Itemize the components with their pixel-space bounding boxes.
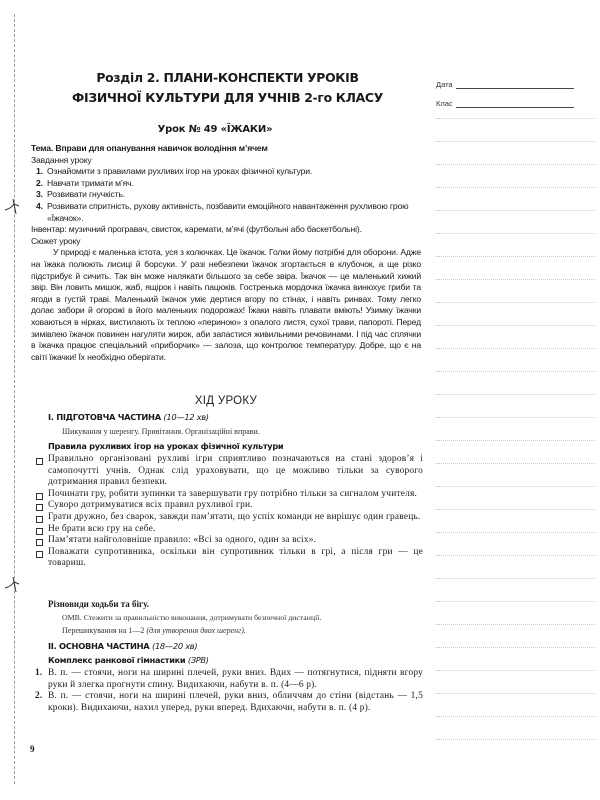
complex-abbr: (ЗРВ) (187, 655, 209, 665)
note-line (436, 302, 596, 303)
scissors-icon (2, 196, 24, 218)
date-field[interactable] (436, 70, 586, 89)
exercise-item: 1. В. п. — стоячи, ноги на ширині плечей, руки вниз. Вдих — потягнутися, підняти вгору руки й злегка прогнути спину. Видихаючи, набути в. п. (4—6 р). (35, 668, 423, 690)
lesson-topic: Тема. Вправи для опанування навичок володіння м’ячем (31, 143, 268, 153)
class-field[interactable] (436, 89, 586, 108)
part1-title: І. ПІДГОТОВЧА ЧАСТИНА (10—12 хв) (48, 412, 209, 422)
exercise-item: 2. В. п. — стоячи, ноги на ширині плечей, руки вниз, обличчям до стіни (відстань — 1,5 кроки). Видихаючи, нахил уперед, руки вперед. Вдихаючи, набути в. п. (4 р). (35, 691, 423, 713)
note-line (436, 233, 596, 234)
bullet-square-icon (36, 551, 43, 558)
note-line (436, 624, 596, 625)
note-line (436, 141, 596, 142)
omv-note: ОМВ. Стежити за правильністю виконання, дотримувати безпечної дистанції. (62, 613, 322, 622)
story-heading: Сюжет уроку (31, 235, 81, 246)
note-line (436, 555, 596, 556)
rule-item: Правильно організовані рухливі ігри сприятливо позначаються на стані здоров’я і самопочутті учнів. Однак слід ураховувати, що це можливо тільки за суворого дотримання правил безпеки. (31, 454, 423, 489)
bullet-square-icon (36, 539, 43, 546)
note-line (436, 647, 596, 648)
note-line (436, 417, 596, 418)
lesson-intro (31, 143, 421, 363)
bullet-square-icon (36, 528, 43, 535)
story-text: У природі є маленька істота, уся з колючках. Це їжачок. Голки йому потрібні для оборони. Адже на їжака полюють лисиці й борсуки. У разі небезпеки їжачок згортається в клубочок, а ще різко підстрибує й сичить. Так він може налякати більшого за себе звіра. Їжачок — це маленький хижий звір. Він ловить мишок, жаб, ящірок і навіть пацюків. Гостренька мордочка їжачка винюхує гриби та ягоди в густій траві. Маленький їжачок уміє дертися вгору по стінах, і навіть ринвах. Тому легко долає забори й огорожі в його маленьких подорожах! Їжаки навіть плавати вміють! Узимку їжачки ховаються в нірках, вистилають їх теплою «периною» з опалого листя, сухої трави, папороті. Перед зимівлею їжачок повинен нагуляти жирок, аби запастися живильними речовинами. І під час сплячки в їжачка працює спеціальний «приборчик» — залоза, що контролює температуру. Добре, що є на світі їжачки! Їх необхідно оберігати. (31, 247, 421, 362)
part1-duration: (10—12 хв) (163, 412, 209, 422)
note-line (436, 509, 596, 510)
rebuild-note: (для утворення двох шеренг). (146, 626, 246, 635)
tasks-list (31, 166, 421, 224)
note-line (436, 463, 596, 464)
lesson-title: Урок № 49 «ЇЖАКИ» (157, 124, 273, 135)
note-line (436, 440, 596, 441)
tasks-heading: Завдання уроку (31, 154, 92, 165)
date-blank[interactable] (456, 80, 574, 89)
note-line (436, 578, 596, 579)
task-item: 2. Навчати тримати м’яч. (36, 177, 134, 188)
rule-item: Поважати супротивника, оскільки він супротивник тільки в грі, а після гри — це товариш. (31, 547, 423, 570)
side-fields (436, 70, 586, 108)
task-item: 1. Ознайомити з правилами рухливих ігор на уроках фізичної культури. (36, 166, 313, 177)
bullet-square-icon (36, 458, 43, 465)
class-label: Клас (436, 99, 453, 108)
bullet-square-icon (36, 516, 43, 523)
note-line (436, 279, 596, 280)
rule-item: Починати гру, робити зупинки та завершувати гру потрібно тільки за сигналом учителя. (31, 489, 423, 501)
section-title (55, 68, 400, 108)
note-line (436, 486, 596, 487)
cut-line (14, 14, 15, 784)
note-line (436, 716, 596, 717)
note-line (436, 394, 596, 395)
rules-list (31, 454, 423, 570)
complex-heading: Комплекс ранкової гімнастики (ЗРВ) (48, 655, 209, 665)
rule-item: Не брати всю гру на себе. (31, 524, 423, 536)
note-line (436, 348, 596, 349)
rule-item: Пам’ятати найголовніше правило: «Всі за одного, один за всіх». (31, 535, 423, 547)
rebuild-line: Перешикування на 1—2 (для утворення двох шеренг). (62, 626, 246, 635)
rule-item: Грати дружно, без сварок, завжди пам’ятати, що успіх команди не вирішує один гравець. (31, 512, 423, 524)
note-line (436, 210, 596, 211)
note-line (436, 187, 596, 188)
note-line (436, 739, 596, 740)
date-label: Дата (436, 80, 453, 89)
exercises-list (31, 668, 423, 714)
part2-duration: (18—20 хв) (152, 641, 198, 651)
note-line (436, 164, 596, 165)
task-item: 3. Розвивати гнучкість. (36, 189, 125, 200)
rules-heading: Правила рухливих ігор на уроках фізичної культури (48, 441, 284, 451)
section-title-line1: Розділ 2. ПЛАНИ-КОНСПЕКТИ УРОКІВ (96, 70, 359, 85)
part2-title: ІІ. ОСНОВНА ЧАСТИНА (18—20 хв) (48, 641, 198, 651)
section-title-line2: ФІЗИЧНОЇ КУЛЬТУРИ ДЛЯ УЧНІВ 2-го КЛАСУ (72, 90, 383, 105)
note-line (436, 693, 596, 694)
inventory: Інвентар: музичний програвач, свисток, каремати, м’ячі (футбольні або баскетбольні). (31, 224, 362, 235)
note-line (436, 601, 596, 602)
part1-intro: Шикування у шеренгу. Привітання. Організаційні вправи. (62, 427, 260, 436)
rule-item: Суворо дотримуватися всіх правил рухливої гри. (31, 500, 423, 512)
scissors-icon (2, 574, 24, 596)
page-number: 9 (30, 744, 35, 754)
note-line (436, 532, 596, 533)
bullet-square-icon (36, 504, 43, 511)
note-line (436, 325, 596, 326)
bullet-square-icon (36, 493, 43, 500)
procedure-heading: ХІД УРОКУ (194, 395, 258, 407)
walking-heading: Різновиди ходьби та бігу. (48, 599, 149, 609)
note-line (436, 371, 596, 372)
class-blank[interactable] (456, 99, 574, 108)
note-line (436, 118, 596, 119)
note-line (436, 670, 596, 671)
note-line (436, 256, 596, 257)
task-item: 4. Розвивати спритність, рухову активність, позбавити емоційного навантаження рухливою грою «Їжачок». (36, 200, 409, 223)
